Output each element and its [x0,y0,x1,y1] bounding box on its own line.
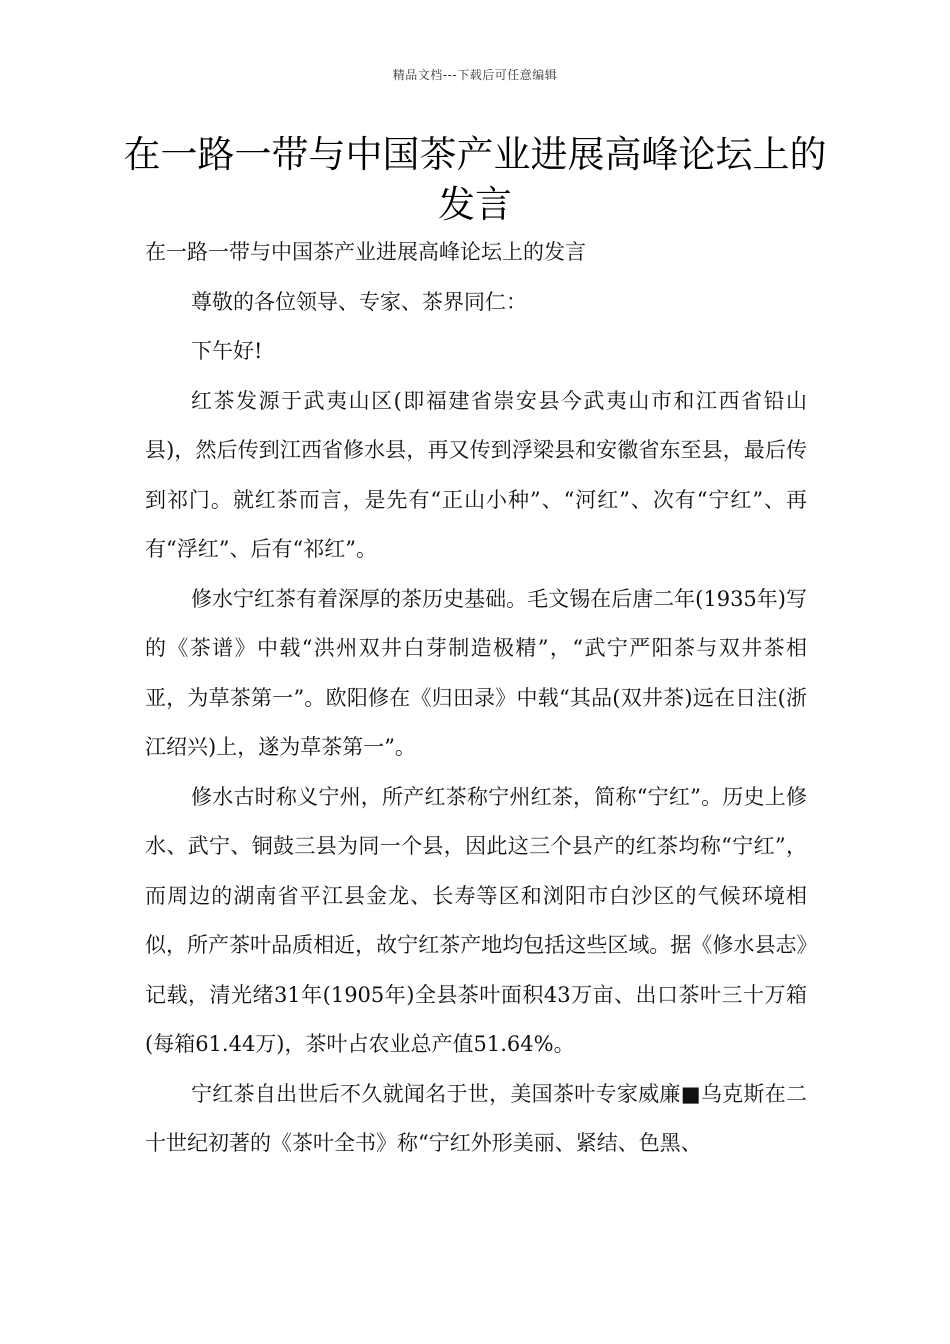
paragraph-tea-history: 修水宁红茶有着深厚的茶历史基础。毛文锡在后唐二年(1935年)写的《茶谱》中载“洪州双井白芽制造极精”，“武宁严阳茶与双井茶相亚，为草茶第一”。欧阳修在《归田录》中载“其品(双井茶)远在日注(浙江绍兴)上，遂为草茶第一”。 [145,586,807,759]
paragraph-ningzhou-tea: 修水古时称义宁州，所产红茶称宁州红茶，简称“宁红”。历史上修水、武宁、铜鼓三县为同一个县，因此这三个县产的红茶均称“宁红”，而周边的湖南省平江县金龙、长寿等区和浏阳市白沙区的气候环境相似，所产茶叶品质相近，故宁红茶产地均包括这些区域。据《修水县志》记载，清光绪31年(1905年)全县茶叶面积43万亩、出口茶叶三十万箱(每箱61.44万)，茶叶占农业总产值51.64%。 [145,784,807,1056]
greeting-paragraph: 尊敬的各位领导、专家、茶界同仁： [191,289,527,314]
page-title: 在一路一带与中国茶产业进展高峰论坛上的发言 [123,133,827,226]
document-body [145,228,807,1169]
header-note: 精品文档---下载后可任意编辑 [392,68,558,82]
paragraph-origin-of-black-tea: 红茶发源于武夷山区(即福建省崇安县今武夷山市和江西省铅山县)，然后传到江西省修水县，再又传到浮梁县和安徽省东至县，最后传到祁门。就红茶而言，是先有“正山小种”、“河红”、次有“宁红”、再有“浮红”、后有“祁红”。 [145,388,807,561]
subtitle-line: 在一路一带与中国茶产业进展高峰论坛上的发言 [145,240,586,264]
salutation-paragraph: 下午好! [191,339,263,363]
paragraph-fame: 宁红茶自出世后不久就闻名于世，美国茶叶专家威廉■乌克斯在二十世纪初著的《茶叶全书》称“宁红外形美丽、紧结、色黑、 [145,1081,807,1155]
